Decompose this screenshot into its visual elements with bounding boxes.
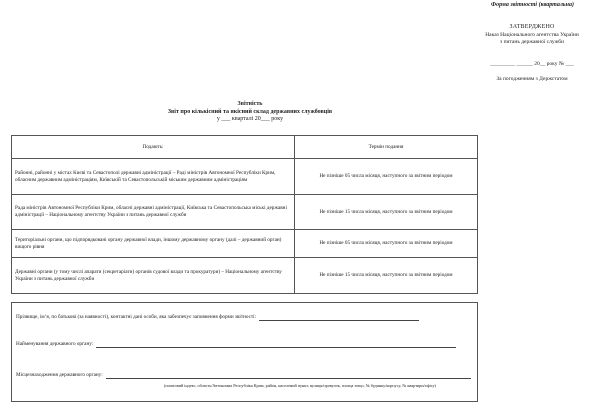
report-label: Звітність xyxy=(237,101,263,107)
submitter-cell: Територіальні органи, що підпорядковані органу державної влади, іншому державному органу (далі – державний орган) вищого рівня xyxy=(12,230,295,258)
table-row xyxy=(12,159,478,195)
deadline-cell: Не пізніше 15 числа місяця, наступного за звітним періодом xyxy=(295,258,478,294)
deadline-cell: Не пізніше 05 числа місяця, наступного за звітним періодом xyxy=(295,159,478,195)
submitter-cell: Рада міністрів Автономної Республіки Крим, обласні державні адміністрації, Київська та Севастопольська міські державні адміністрації – Національному агентству України з питань державної служби xyxy=(12,195,295,230)
contact-person-field xyxy=(16,314,419,321)
approval-block xyxy=(472,24,592,84)
table-header-row xyxy=(12,136,478,159)
form-type-title: Форма звітності (квартальна) xyxy=(490,2,574,8)
table-row xyxy=(12,230,478,258)
report-period: у ___ кварталі 20___ року xyxy=(216,116,284,122)
submitter-cell: Районні, районні у містах Києві та Севастополі державні адміністрації – Раді міністрів Автономної Республіки Крим, обласним державним адміністраціям, Київській та Севастопольській міським державним адміністраціям xyxy=(12,159,295,195)
organ-name-field xyxy=(16,341,456,348)
organ-location-field xyxy=(16,372,471,379)
organ-location-label: Місцезнаходження державного органу: xyxy=(16,372,103,378)
report-heading xyxy=(140,101,360,124)
approved-heading: ЗАТВЕРДЖЕНО xyxy=(509,24,555,30)
organ-name-input-line[interactable] xyxy=(96,342,456,348)
order-date-line: _________ ______ 20__ року № ___ xyxy=(490,60,574,67)
report-title: Звіт про кількісний та якісний склад державних службовців xyxy=(167,108,333,115)
deadline-column-header: Термін подання xyxy=(295,136,478,159)
table-row xyxy=(12,258,478,294)
contact-person-input-line[interactable] xyxy=(259,315,419,321)
deadline-cell: Не пізніше 15 числа місяця, наступного за звітним періодом xyxy=(295,195,478,230)
submitter-cell: Державні органи (у тому числі апарати (секретаріати) органів судової влади та прокуратури) – Національному агентству України з питань державної служби xyxy=(12,258,295,294)
location-format-note: (поштовий індекс, область/Автономна Республіка Крим, район, населений пункт, вулиця/провулок, площа тощо, № будинку/корпусу, № квартири/офісу) xyxy=(163,383,437,388)
approved-by-line-2: з питань державної служби xyxy=(500,39,564,45)
organ-location-input-line[interactable] xyxy=(106,373,471,379)
contact-person-label: Прізвище, ім’я, по батькові (за наявності), контактні дані особи, яка забезпечує заповнення форми звітності: xyxy=(16,314,257,320)
organ-name-label: Найменування державного органу: xyxy=(16,341,94,347)
table-row xyxy=(12,195,478,230)
submitters-table xyxy=(11,135,478,294)
submitters-column-header: Подають: xyxy=(12,136,295,159)
agreement-note: За погодженням з Держстатом xyxy=(496,76,568,82)
approved-by-line: Наказ Національного агентства України xyxy=(485,31,579,38)
respondent-info-box xyxy=(11,302,478,402)
deadline-cell: Не пізніше 05 числа місяця, наступного за звітним періодом xyxy=(295,230,478,258)
